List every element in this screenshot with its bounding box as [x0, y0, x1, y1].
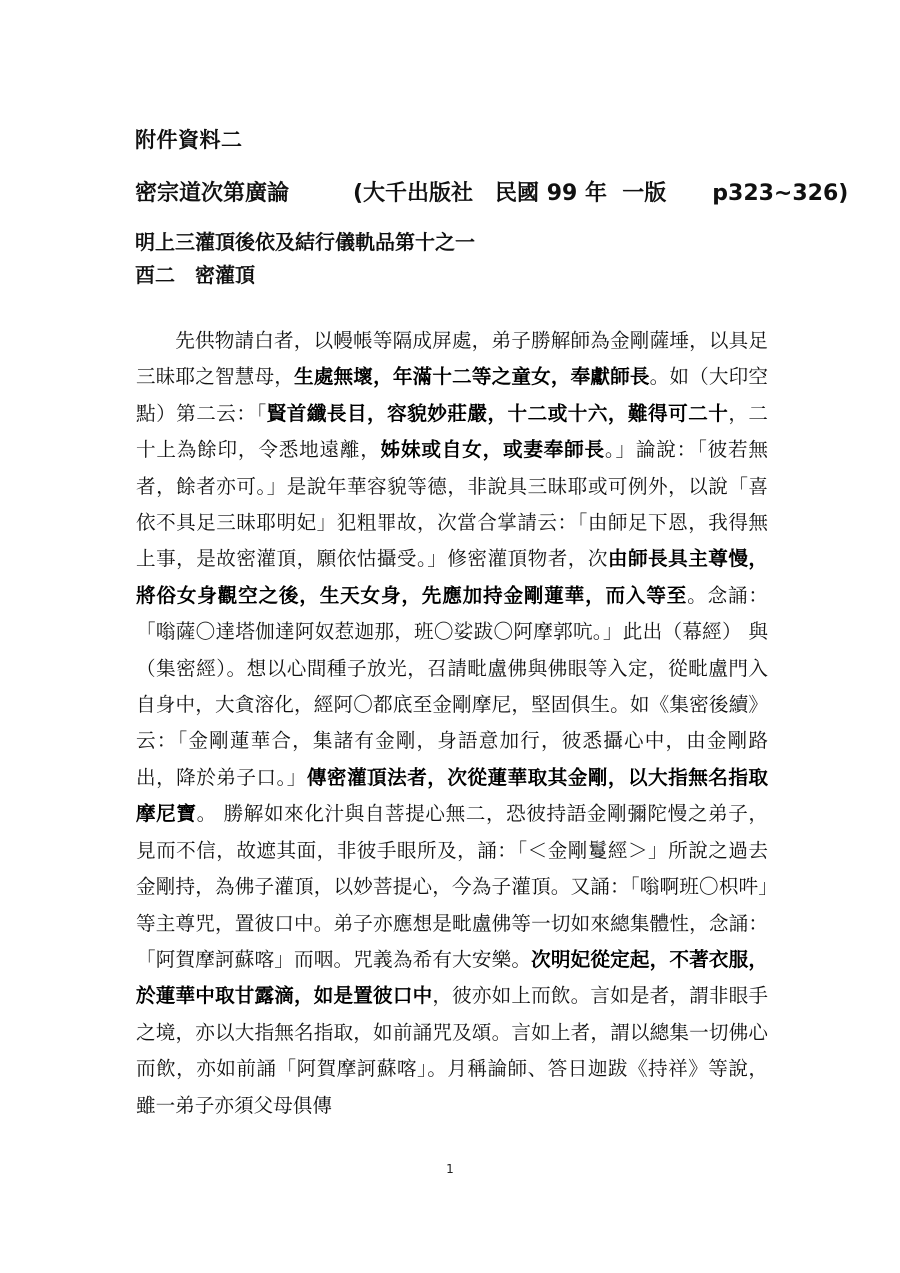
bold-text-segment: 生處無壞，年滿十二等之童女，奉獻師長: [294, 365, 650, 389]
text-segment: 。」論說：「彼若無者，餘者亦可。」是說年華容貌等德，非說具三昧耶或可例外，以說「喜依不具足三昧耶明妃」犯粗罪故，次當合掌請云：「由師足下恩，我得無上事，是故密灌頂，願依怙攝受。」修密灌頂物者，次: [136, 438, 769, 571]
publication-info: (大千出版社 民國 99 年 一版 p323~326): [353, 181, 849, 206]
text-segment: 。念誦：「嗡薩〇達塔伽達阿奴惹迦那，班〇娑跋〇阿摩郭吭。」此出（幕經） 與（集密經）。想以心間種子放光，召請毗盧佛與佛眼等入定，從毗盧門入自身中，大貪溶化，經阿〇都底至金剛摩尼，堅固俱生。如《集密後續》云：「金剛蓮華合，集諸有金剛，身語意加行，彼悉攝心中，由金剛路出，降於弟子口。」: [136, 583, 769, 789]
attachment-label: 附件資料二: [135, 128, 243, 152]
bold-text-segment: 賢首纖長目，容貌妙莊嚴，十二或十六，難得可二十: [266, 401, 729, 425]
text-segment: 。如（大印空點）第二云：「: [136, 365, 769, 425]
bold-text-segment: 姊妹或自女，或妻奉師長: [380, 438, 605, 462]
book-title: 密宗道次第廣論: [135, 181, 290, 206]
page-number: 1: [446, 1162, 454, 1176]
text-segment: ，彼亦如上而飲。言如是者，謂非眼手之境，亦以大指無名指取，如前誦咒及頌。言如上者，謂以總集一切佛心而飲，亦如前誦「阿賀摩訶蘇喀」。月稱論師、答日迦跋《持祥》等說，雖一弟子亦須父母俱傳: [136, 984, 769, 1117]
bold-text-segment: 傳密灌頂法者，次從蓮華取其金剛，以大指無名指取摩尼寶: [136, 765, 769, 826]
chapter-title: 明上三灌頂後依及結行儀軌品第十之一: [135, 230, 475, 254]
body-paragraph: [136, 323, 768, 1124]
bold-text-segment: 次明妃從定起，不著衣服，於蓮華中取甘露滴，如是置彼口中: [136, 947, 769, 1008]
section-title: 酉二 密灌頂: [135, 263, 255, 287]
text-segment: ，二十上為餘印，令悉地遠離，: [136, 401, 769, 462]
text-segment: 。 勝解如來化汁與自菩提心無二，恐彼持語金剛彌陀慢之弟子，見而不信，故遮其面，非彼手眼所及，誦：「＜金剛鬘經＞」所說之過去金剛持，為佛子灌頂，以妙菩提心，今為子灌頂。又誦：「嗡啊班〇枳吽」等主尊咒，置彼口中。弟子亦應想是毗盧佛等一切如來總集體性，念誦：「阿賀摩訶蘇喀」而咽。咒義為希有大安樂。: [136, 802, 768, 971]
text-segment: 先供物請白者，以幔帳等隔成屏處，弟子勝解師為金剛薩埵，以具足三昧耶之智慧母，: [136, 329, 768, 389]
bold-text-segment: 由師長具主尊慢，將俗女身觀空之後，生天女身，先應加持金剛蓮華，而入等至: [136, 547, 768, 607]
